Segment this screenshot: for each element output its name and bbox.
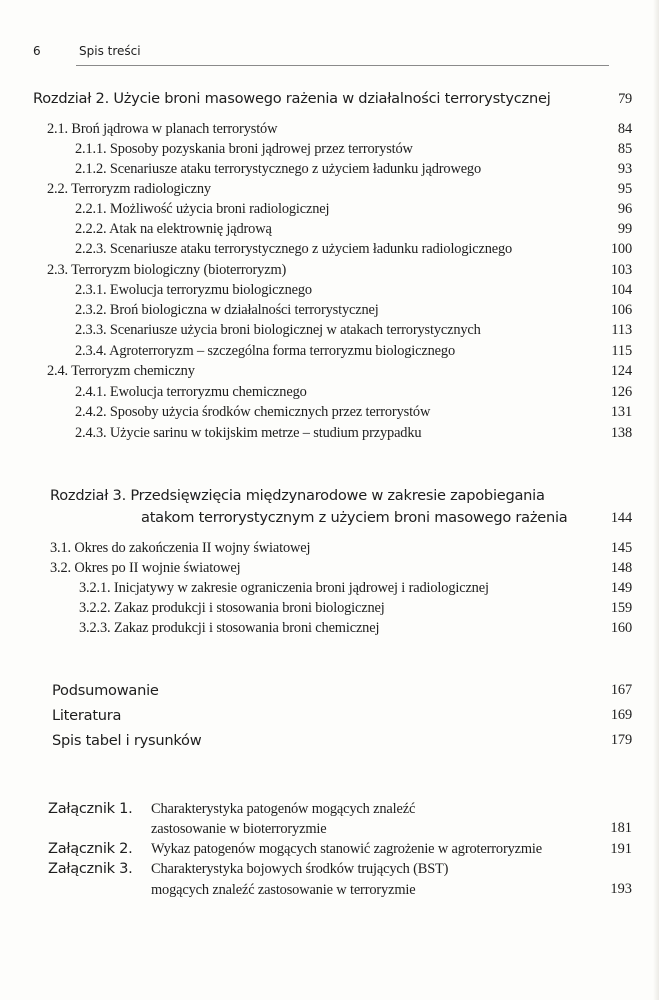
appendix-title-line-1: Charakterystyka bojowych środków trujących (BST) xyxy=(151,861,449,877)
page-ref: 96 xyxy=(617,201,632,217)
page-ref: 113 xyxy=(611,322,632,338)
entry-label: 2.4.1. Ewolucja terroryzmu chemicznego xyxy=(75,384,307,400)
page-ref: 191 xyxy=(610,841,632,857)
page-number: 6 xyxy=(33,44,41,58)
page-ref: 169 xyxy=(610,707,632,723)
entry-label: 2.3.3. Scenariusze użycia broni biologicznej w atakach terrorystycznych xyxy=(75,322,481,338)
entry-label: 2.2.2. Atak na elektrownię jądrową xyxy=(75,221,272,237)
page-ref: 99 xyxy=(617,221,632,237)
entry-label: 3.2.2. Zakaz produkcji i stosowania broni biologicznej xyxy=(79,600,385,616)
page-ref: 103 xyxy=(610,262,632,278)
entry-label: Spis tabel i rysunków xyxy=(52,732,202,749)
page-ref: 115 xyxy=(611,343,632,359)
chapter-title-line-2: atakom terrorystycznym z użyciem broni masowego rażenia xyxy=(141,509,568,526)
entry-label: 2.2.1. Możliwość użycia broni radiologicznej xyxy=(75,201,330,217)
page-ref: 149 xyxy=(610,580,632,596)
entry-label: 2.3.1. Ewolucja terroryzmu biologicznego xyxy=(75,282,312,298)
page-ref: 100 xyxy=(610,241,632,257)
appendix-title-line-1: Wykaz patogenów mogących stanowić zagrożenie w agroterroryzmie xyxy=(151,841,542,857)
entry-label: 2.2.3. Scenariusze ataku terrorystycznego z użyciem ładunku radiologicznego xyxy=(75,241,513,257)
entry-label: 2.1. Broń jądrowa w planach terrorystów xyxy=(47,121,278,137)
page-ref: 148 xyxy=(610,560,632,576)
entry-label: 2.1.1. Sposoby pozyskania broni jądrowej przez terrorystów xyxy=(75,141,413,157)
entry-label: 3.2.1. Inicjatywy w zakresie ograniczenia broni jądrowej i radiologicznej xyxy=(79,580,489,596)
entry-label: Podsumowanie xyxy=(52,682,159,699)
appendix-title-line-2: mogących znaleźć zastosowanie w terroryzmie xyxy=(151,882,416,898)
page-ref: 138 xyxy=(610,425,632,441)
entry-label: 3.1. Okres do zakończenia II wojny światowej xyxy=(50,540,311,556)
page-ref: 95 xyxy=(617,181,632,197)
page-ref: 106 xyxy=(610,302,632,318)
page-ref: 84 xyxy=(617,121,632,137)
header-rule xyxy=(76,65,609,66)
page-ref: 167 xyxy=(610,682,632,698)
chapter-title: Rozdział 2. Użycie broni masowego rażenia w działalności terrorystycznej xyxy=(33,90,551,107)
entry-label: 3.2. Okres po II wojnie światowej xyxy=(50,560,241,576)
page-ref: 160 xyxy=(610,620,632,636)
entry-label: 3.2.3. Zakaz produkcji i stosowania broni chemicznej xyxy=(79,620,380,636)
page-ref: 85 xyxy=(617,141,632,157)
entry-label: 2.1.2. Scenariusze ataku terrorystycznego z użyciem ładunku jądrowego xyxy=(75,161,482,177)
page-ref: 131 xyxy=(610,404,632,420)
entry-label: 2.2. Terroryzm radiologiczny xyxy=(47,181,211,197)
page-ref: 144 xyxy=(610,510,632,526)
entry-label: 2.3.4. Agroterroryzm – szczególna forma terroryzmu biologicznego xyxy=(75,343,456,359)
entry-label: 2.4. Terroryzm chemiczny xyxy=(47,363,195,379)
entry-label: 2.4.2. Sposoby użycia środków chemicznych przez terrorystów xyxy=(75,404,431,420)
appendix-key: Załącznik 3. xyxy=(48,860,133,877)
page-ref: 193 xyxy=(610,881,632,897)
page-ref: 181 xyxy=(610,820,632,836)
page-ref: 126 xyxy=(610,384,632,400)
appendix-title-line-2: zastosowanie w bioterroryzmie xyxy=(151,821,327,837)
appendix-key: Załącznik 1. xyxy=(48,800,133,817)
running-title: Spis treści xyxy=(79,44,141,58)
page-ref: 124 xyxy=(610,363,632,379)
page-ref: 104 xyxy=(610,282,632,298)
running-head xyxy=(0,42,659,72)
entry-label: 2.3. Terroryzm biologiczny (bioterroryzm) xyxy=(47,262,287,278)
page-ref: 145 xyxy=(610,540,632,556)
entry-label: 2.3.2. Broń biologiczna w działalności terrorystycznej xyxy=(75,302,379,318)
entry-label: Literatura xyxy=(52,707,122,724)
appendix-key: Załącznik 2. xyxy=(48,840,133,857)
page-ref: 93 xyxy=(617,161,632,177)
page-ref: 79 xyxy=(618,91,632,107)
page-ref: 179 xyxy=(610,732,632,748)
page-edge xyxy=(653,0,659,1000)
entry-label: 2.4.3. Użycie sarinu w tokijskim metrze – studium przypadku xyxy=(75,425,422,441)
appendix-title-line-1: Charakterystyka patogenów mogących znaleźć xyxy=(151,801,416,817)
chapter-title-line-1: Rozdział 3. Przedsięwzięcia międzynarodowe w zakresie zapobiegania xyxy=(50,487,545,504)
page-ref: 159 xyxy=(610,600,632,616)
